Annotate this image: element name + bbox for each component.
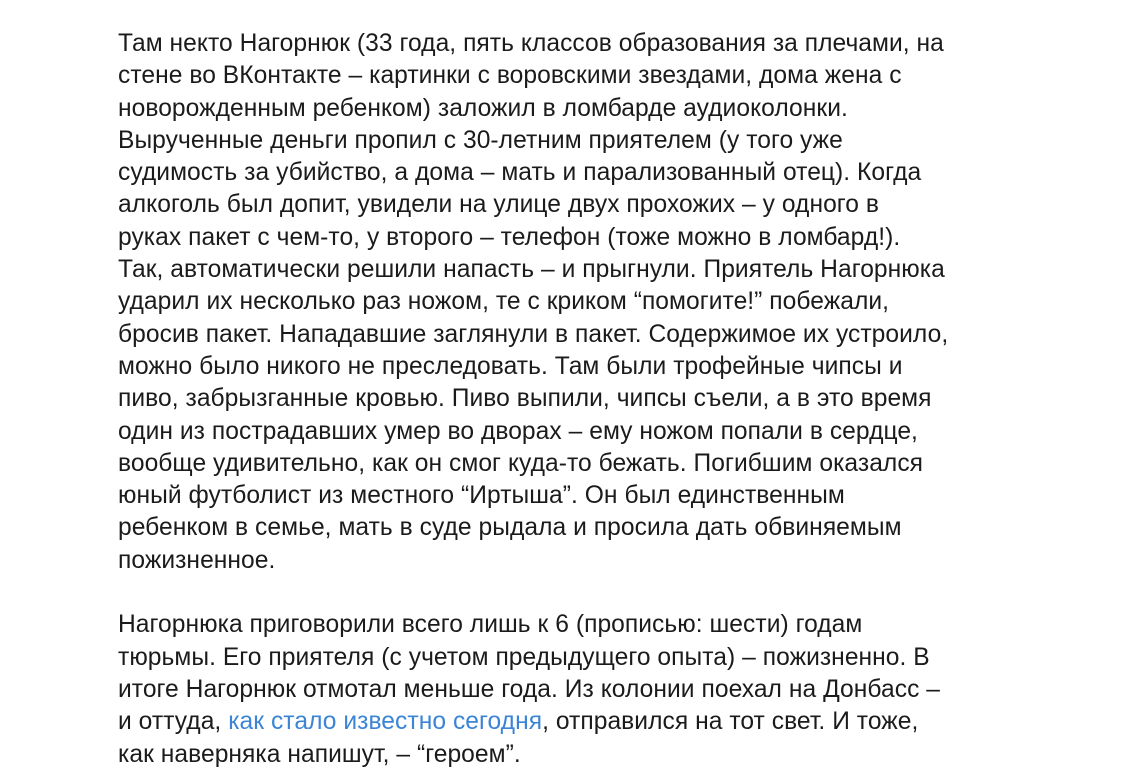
text-line: пожизненное. — [118, 546, 276, 574]
news-link[interactable]: как стало известно сегодня — [228, 708, 543, 736]
text-line: можно было никого не преследовать. Там были трофейные чипсы и — [118, 352, 903, 380]
text-line: Там некто Нагорнюк (33 года, пять классов образования за плечами, на — [118, 30, 944, 57]
text-line: алкоголь был допит, увидели на улице двух прохожих – у одного в — [118, 191, 880, 219]
post-body — [118, 28, 1048, 771]
text-line: пиво, забрызганные кровью. Пиво выпили, чипсы съели, а в это время — [118, 385, 932, 413]
text-line: ударил их несколько раз ножом, те с криком “помогите!” побежали, — [118, 288, 890, 316]
text-line: как наверняка напишут, – “героем”. — [118, 740, 521, 768]
text-line: Вырученные деньги пропил с 30-летним приятелем (у того уже — [118, 126, 843, 154]
text-line: итоге Нагорнюк отмотал меньше года. Из колонии поехал на Донбасс – — [118, 675, 941, 703]
text-line: юный футболист из местного “Иртыша”. Он был единственным — [118, 482, 845, 510]
paragraph-spacer — [118, 577, 1048, 609]
text-line: судимость за убийство, а дома – мать и парализованный отец). Когда — [118, 159, 922, 187]
text-line: руках пакет с чем-то, у второго – телефон (тоже можно в ломбард!). — [118, 223, 901, 251]
text-segment: и оттуда, — [118, 708, 229, 736]
text-line: Так, автоматически решили напасть – и прыгнули. Приятель Нагорнюка — [118, 256, 945, 284]
text-line: ребенком в семье, мать в суде рыдала и просила дать обвиняемым — [118, 514, 902, 542]
text-line: Нагорнюка приговорили всего лишь к 6 (прописью: шести) годам — [118, 611, 863, 639]
text-line-with-link — [118, 706, 1048, 738]
text-line: тюрьмы. Его приятеля (с учетом предыдущего опыта) – пожизненно. В — [118, 643, 930, 671]
paragraph-2 — [118, 609, 1048, 770]
paragraph-1 — [118, 28, 1048, 577]
text-line: бросив пакет. Нападавшие заглянули в пакет. Содержимое их устроило, — [118, 320, 949, 348]
text-segment: , отправился на тот свет. И тоже, — [542, 708, 919, 736]
text-line: один из пострадавших умер во дворах – ему ножом попали в сердце, — [118, 417, 918, 445]
text-line: стене во ВКонтакте – картинки с воровскими звездами, дома жена с — [118, 62, 902, 90]
text-line: новорожденным ребенком) заложил в ломбарде аудиоколонки. — [118, 94, 848, 122]
text-line: вообще удивительно, как он смог куда-то бежать. Погибшим оказался — [118, 449, 924, 477]
